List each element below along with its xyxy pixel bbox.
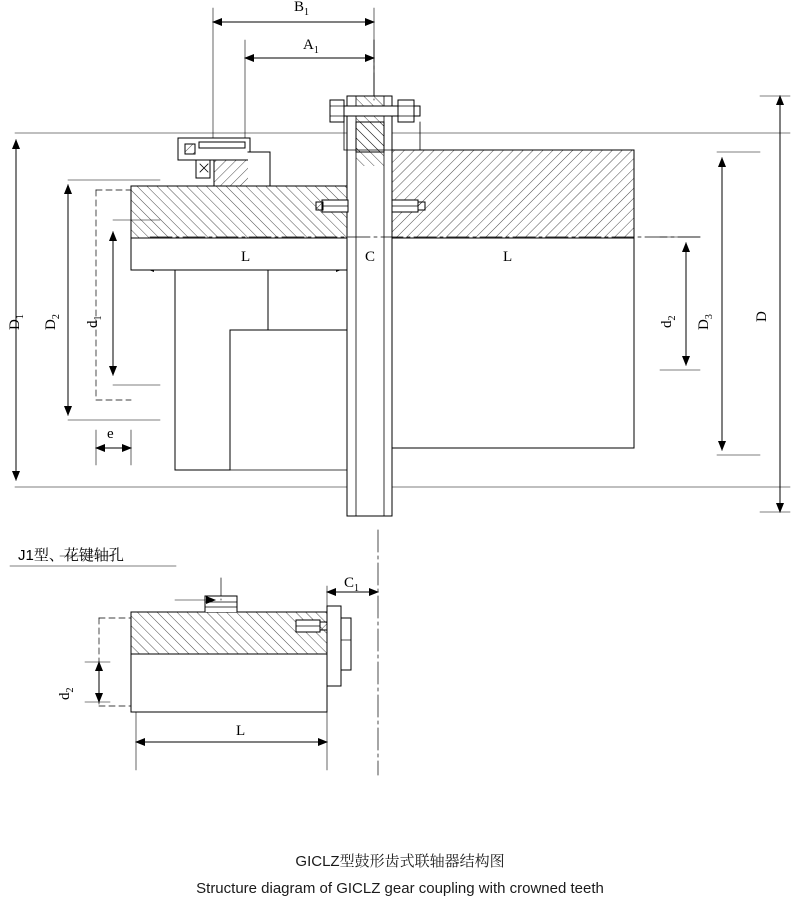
dim-label-D: D (754, 311, 770, 322)
dim-label-D2: $D_2$ (43, 314, 62, 330)
dim-D (760, 96, 790, 512)
caption-chinese: GICLZ型鼓形齿式联轴器结构图 (295, 853, 505, 870)
left-flange-bolt-assembly (178, 138, 270, 186)
right-hub (392, 150, 634, 448)
dim-label-D1: $D_1$ (7, 314, 26, 330)
dim-label-C1: $C_1$ (344, 575, 360, 594)
center-sleeve (347, 96, 392, 516)
spline-bore-view-geometry (10, 530, 378, 775)
top-bolt-assembly (330, 100, 420, 152)
dim-label-L-right: L (503, 249, 513, 265)
dim-label-e: e (107, 426, 114, 442)
spline-bore-note: J1型、花键轴孔 (18, 547, 124, 564)
dim-label-d1: $d_1$ (85, 315, 104, 328)
dim-label-C: C (365, 249, 376, 265)
dim-label-d2: $d_2$ (659, 315, 678, 328)
main-view-geometry (7, 8, 790, 775)
dim-label-L-lower: L (236, 723, 246, 739)
dim-label-B1: $B_1$ (294, 0, 310, 18)
dim-label-A1: $A_1$ (303, 37, 319, 56)
caption-english: Structure diagram of GICLZ gear coupling with crowned teeth (196, 880, 604, 897)
left-hub (131, 186, 347, 470)
dim-label-d2-lower: $d_2$ (57, 687, 76, 700)
dim-label-L-left: L (241, 249, 251, 265)
dim-label-D3: $D_3$ (696, 314, 715, 330)
